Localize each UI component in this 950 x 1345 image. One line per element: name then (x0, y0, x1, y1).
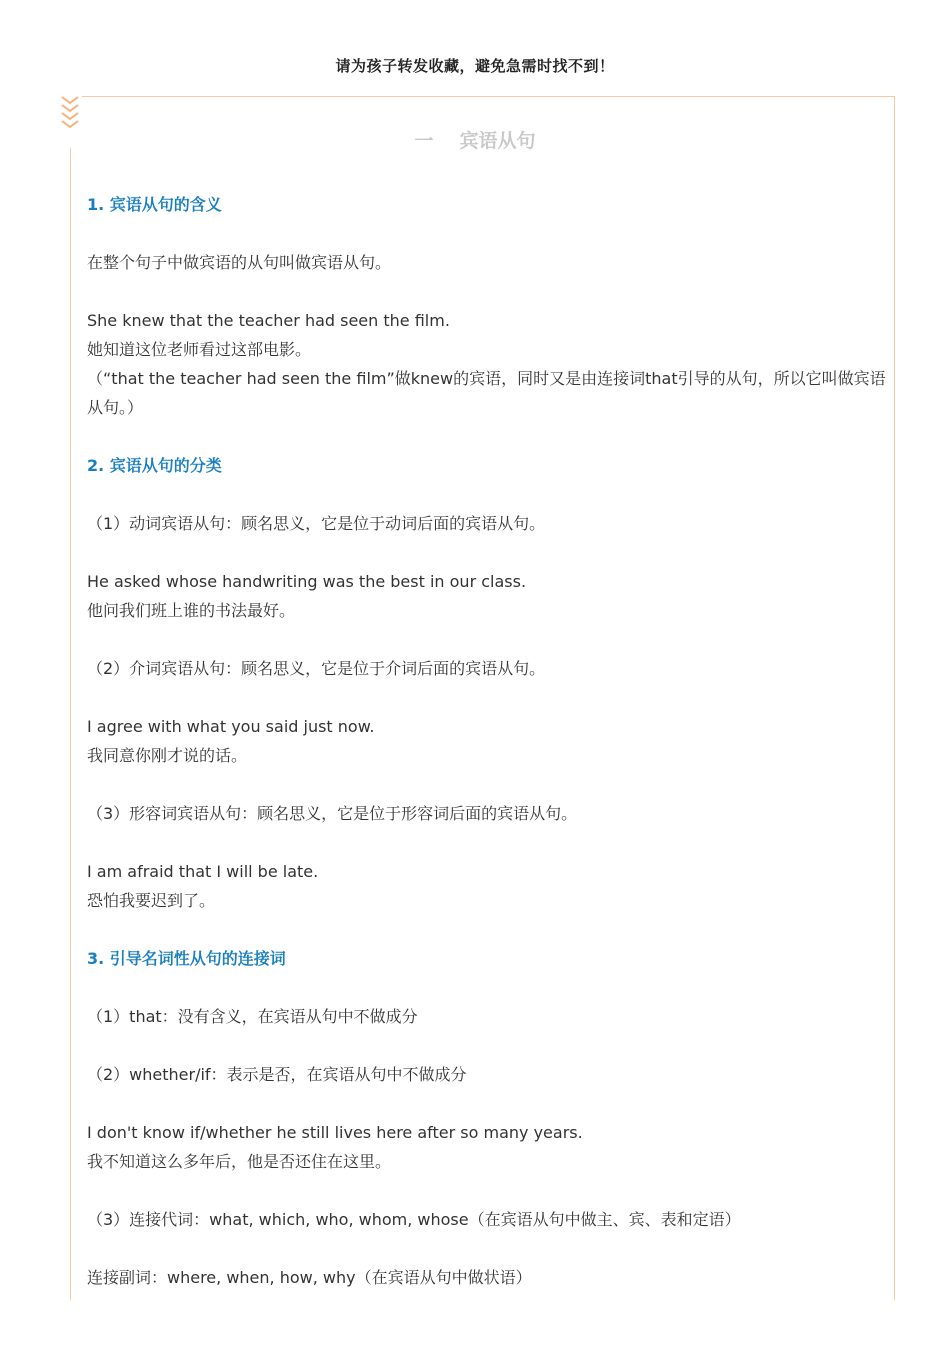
section-number: 一 (414, 130, 434, 152)
example-chinese: 她知道这位老师看过这部电影。 (87, 340, 312, 359)
frame-top-border (82, 96, 895, 97)
paragraph: （1）动词宾语从句：顾名思义，它是位于动词后面的宾语从句。 (87, 514, 546, 533)
example-english: She knew that the teacher had seen the film. (87, 311, 450, 330)
heading-connectives: 3. 引导名词性从句的连接词 (87, 949, 286, 968)
example-chinese: 他问我们班上谁的书法最好。 (87, 601, 296, 620)
heading-meaning: 1. 宾语从句的含义 (87, 195, 222, 214)
section-title-text: 宾语从句 (459, 130, 536, 152)
example-chinese: 恐怕我要迟到了。 (87, 891, 216, 910)
article-body (87, 190, 887, 1292)
top-banner: 请为孩子转发收藏，避免急需时找不到！ (335, 57, 615, 75)
paragraph: 连接副词：where, when, how, why（在宾语从句中做状语） (87, 1268, 532, 1287)
paragraph: （3）形容词宾语从句：顾名思义，它是位于形容词后面的宾语从句。 (87, 804, 578, 823)
paragraph: （3）连接代词：what, which, who, whom, whose（在宾语从句中做主、宾、表和定语） (87, 1210, 741, 1229)
frame-right-border (894, 96, 895, 1300)
explanation: （“that the teacher had seen the film”做knew的宾语，同时又是由连接词that引导的从句，所以它叫做宾语从句。） (87, 369, 886, 417)
paragraph: 在整个句子中做宾语的从句叫做宾语从句。 (87, 253, 392, 272)
example-english: I agree with what you said just now. (87, 717, 375, 736)
example-english: I don't know if/whether he still lives here after so many years. (87, 1123, 583, 1142)
paragraph: （1）that：没有含义，在宾语从句中不做成分 (87, 1007, 418, 1026)
chevron-down-icon (59, 94, 81, 128)
frame-left-border (70, 148, 71, 1300)
section-title (0, 126, 950, 153)
paragraph: （2）介词宾语从句：顾名思义，它是位于介词后面的宾语从句。 (87, 659, 546, 678)
example-english: He asked whose handwriting was the best in our class. (87, 572, 527, 591)
paragraph: （2）whether/if：表示是否，在宾语从句中不做成分 (87, 1065, 467, 1084)
heading-classification: 2. 宾语从句的分类 (87, 456, 222, 475)
example-chinese: 我同意你刚才说的话。 (87, 746, 248, 765)
example-english: I am afraid that I will be late. (87, 862, 319, 881)
example-chinese: 我不知道这么多年后，他是否还住在这里。 (87, 1152, 392, 1171)
